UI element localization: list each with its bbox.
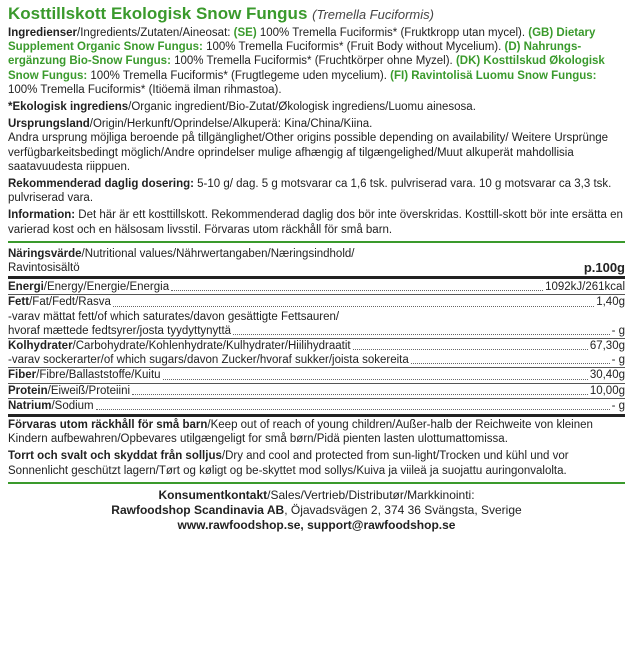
storage-text-conditions: /Dry and cool and protected from sun-light/Trocken und kühl und vor Sonnenlicht geschützt lagern/Tørt og køligt og be-skyttet mod sollys/Kuiva ja viileä ja suojattu auringonvalolta.	[8, 450, 569, 477]
divider	[8, 414, 625, 417]
row-value: 30,40g	[589, 369, 625, 382]
ingredients-langs: /Ingredients/Zutaten/Aineosat:	[77, 27, 234, 39]
origin-section	[8, 117, 625, 174]
leader-dots	[132, 394, 588, 395]
row-value: 1092kJ/261kcal	[545, 281, 625, 294]
ingredients-label: Ingredienser	[8, 27, 78, 39]
dk-tag: (DK) Kosttilskud Økologisk Snow Fungus:	[8, 55, 605, 82]
contact-roles: /Sales/Vertrieb/Distributør/Markkinointi:	[267, 487, 475, 502]
table-row-saturates	[8, 310, 625, 338]
nutrition-header-row	[8, 261, 625, 275]
row-value: 10,00g	[589, 384, 625, 397]
ingredients-section	[8, 26, 625, 97]
gb-text: 100% Tremella Fuciformis* (Fruit Body without Mycelium).	[202, 41, 505, 54]
origin-text: /Origin/Herkunft/Oprindelse/Alkuperä: Kina/China/Kiina.	[89, 118, 373, 131]
row-value: - g	[611, 324, 625, 337]
information-text: Det här är ett kosttillskott. Rekommenderad daglig dos bör inte överskridas. Kosttill-skott bör inte ersätta en varierad kost och en hälsosam livsstil. Förvaras utom räckhåll för små barn.	[8, 209, 623, 236]
title-main: Kosttillskott Ekologisk Snow Fungus	[8, 4, 308, 23]
table-row-carbohydrate	[8, 339, 625, 353]
se-text: 100% Tremella Fuciformis* (Fruktkropp utan mycel).	[256, 27, 529, 39]
dosage-text: 5-10 g/ dag. 5 g motsvarar ca 1,6 tsk. pulvriserad vara. 10 g motsvarar ca 3,3 tsk. pulvriserad vara.	[8, 178, 612, 205]
storage-label-children: Förvaras utom räckhåll för små barn	[8, 419, 208, 432]
nutrition-header-line2: Ravintosisältö	[8, 262, 80, 275]
d-tag: (D) Nahrungs-ergänzung Bio-Snow Fungus:	[8, 41, 582, 68]
divider	[8, 241, 625, 243]
row-label: Kolhydrater	[8, 340, 73, 353]
contact-label: Konsumentkontakt	[158, 487, 268, 502]
row-label: Natrium	[8, 399, 52, 412]
leader-dots	[113, 306, 594, 307]
organic-text: /Organic ingredient/Bio-Zutat/Økologisk ingrediens/Luomu ainesosa.	[128, 101, 476, 114]
title-latin: (Tremella Fuciformis)	[312, 7, 434, 22]
organic-note	[8, 100, 625, 114]
company-address: , Öjavadsvägen 2, 374 36 Svängsta, Sverige	[284, 502, 522, 517]
row-value: 1,40g	[596, 296, 625, 309]
per-100g: p.100g	[583, 260, 625, 276]
table-row-fibre	[8, 368, 625, 382]
nutrition-table	[8, 247, 625, 413]
table-row-fat	[8, 295, 625, 309]
nutrition-header	[8, 247, 625, 261]
information-label: Information:	[8, 209, 76, 222]
dosage-section	[8, 177, 625, 205]
website-link[interactable]: www.rawfoodshop.se	[177, 517, 301, 532]
se-tag: (SE)	[233, 27, 257, 39]
leader-dots	[96, 409, 610, 410]
storage-conditions	[8, 449, 625, 477]
row-label: Protein	[8, 384, 48, 397]
product-title	[8, 4, 625, 25]
fi-text: 100% Tremella Fuciformis* (Itiöemä ilman rihmastoa).	[8, 83, 282, 96]
table-row-sodium	[8, 399, 625, 413]
leader-dots	[411, 363, 610, 364]
row-langs: /Energy/Energie/Energia	[43, 281, 170, 294]
support-email-link[interactable]: support@rawfoodshop.se	[307, 517, 456, 532]
leader-dots	[171, 290, 543, 291]
row-value: 67,30g	[589, 340, 625, 353]
row-value: - g	[611, 354, 625, 367]
row-langs: /Fibre/Ballaststoffe/Kuitu	[36, 369, 161, 382]
storage-label-conditions: Torrt och svalt och skyddat från solljus	[8, 450, 222, 463]
company-name: Rawfoodshop Scandinavia AB	[111, 502, 285, 517]
dk-text: 100% Tremella Fuciformis* (Frugtlegeme uden mycelium).	[87, 69, 391, 82]
table-row-energy	[8, 280, 625, 294]
row-label: Fiber	[8, 369, 37, 382]
row-langs: /Fat/Fedt/Rasva	[29, 296, 111, 309]
storage-text-children: /Keep out of reach of young children/Außer-halb der Reichweite von kleinen Kindern aufbewahren/Opbevares utilgængeligt for små børn/Pidä pienten lasten ulottumattomissa.	[8, 419, 593, 446]
row-label-line2: hvoraf mættede fedtsyrer/josta tyydyttynyttä	[8, 324, 232, 337]
nutrition-header-label: Näringsvärde	[8, 247, 82, 260]
divider	[8, 482, 625, 484]
row-langs: /Carbohydrate/Kohlenhydrate/Kulhydrater/Hiilihydraatit	[72, 340, 351, 353]
fi-tag: (FI) Ravintolisä Luomu Snow Fungus:	[390, 69, 597, 82]
leader-dots	[233, 334, 610, 335]
dosage-label: Rekommenderad daglig dosering:	[8, 178, 194, 191]
leader-dots	[353, 349, 588, 350]
row-label: Energi	[8, 281, 44, 294]
row-label: Fett	[8, 296, 30, 309]
row-label-line1: -varav mättat fett/of which saturates/davon gesättigte Fettsauren/	[8, 310, 340, 323]
table-row-protein	[8, 384, 625, 398]
table-rule	[8, 276, 625, 279]
contact-separator: ,	[300, 517, 308, 532]
table-row-sugars	[8, 353, 625, 367]
row-label: -varav sockerarter/of which sugars/davon Zucker/hvoraf sukker/joista sokereita	[8, 354, 409, 367]
information-section	[8, 208, 625, 236]
d-text: 100% Tremella Fuciformis* (Fruchtkörper ohne Myzel).	[170, 55, 456, 68]
row-langs: /Eiweiß/Proteiini	[47, 384, 131, 397]
origin-label: Ursprungsland	[8, 118, 90, 131]
gb-tag: (GB) Dietary Supplement Organic Snow Fungus:	[8, 27, 596, 54]
row-langs: /Sodium	[51, 399, 94, 412]
leader-dots	[163, 379, 588, 380]
storage-children	[8, 418, 625, 446]
origin-note: Andra ursprung möjliga beroende på tillgänglighet/Other origins possible depending on availability/ Weitere Ursprünge verfügbarkeitsbedingt möglich/Andre oprindelser mulige afhængig af tilgængelighed/Muut alkuperät mahdollisia saatavuudesta riippuen.	[8, 132, 609, 173]
consumer-contact	[8, 488, 625, 533]
row-value: - g	[611, 399, 625, 412]
organic-label: *Ekologisk ingrediens	[8, 101, 129, 114]
nutrition-header-langs: /Nutritional values/Nährwertangaben/Næringsindhold/	[81, 247, 355, 260]
